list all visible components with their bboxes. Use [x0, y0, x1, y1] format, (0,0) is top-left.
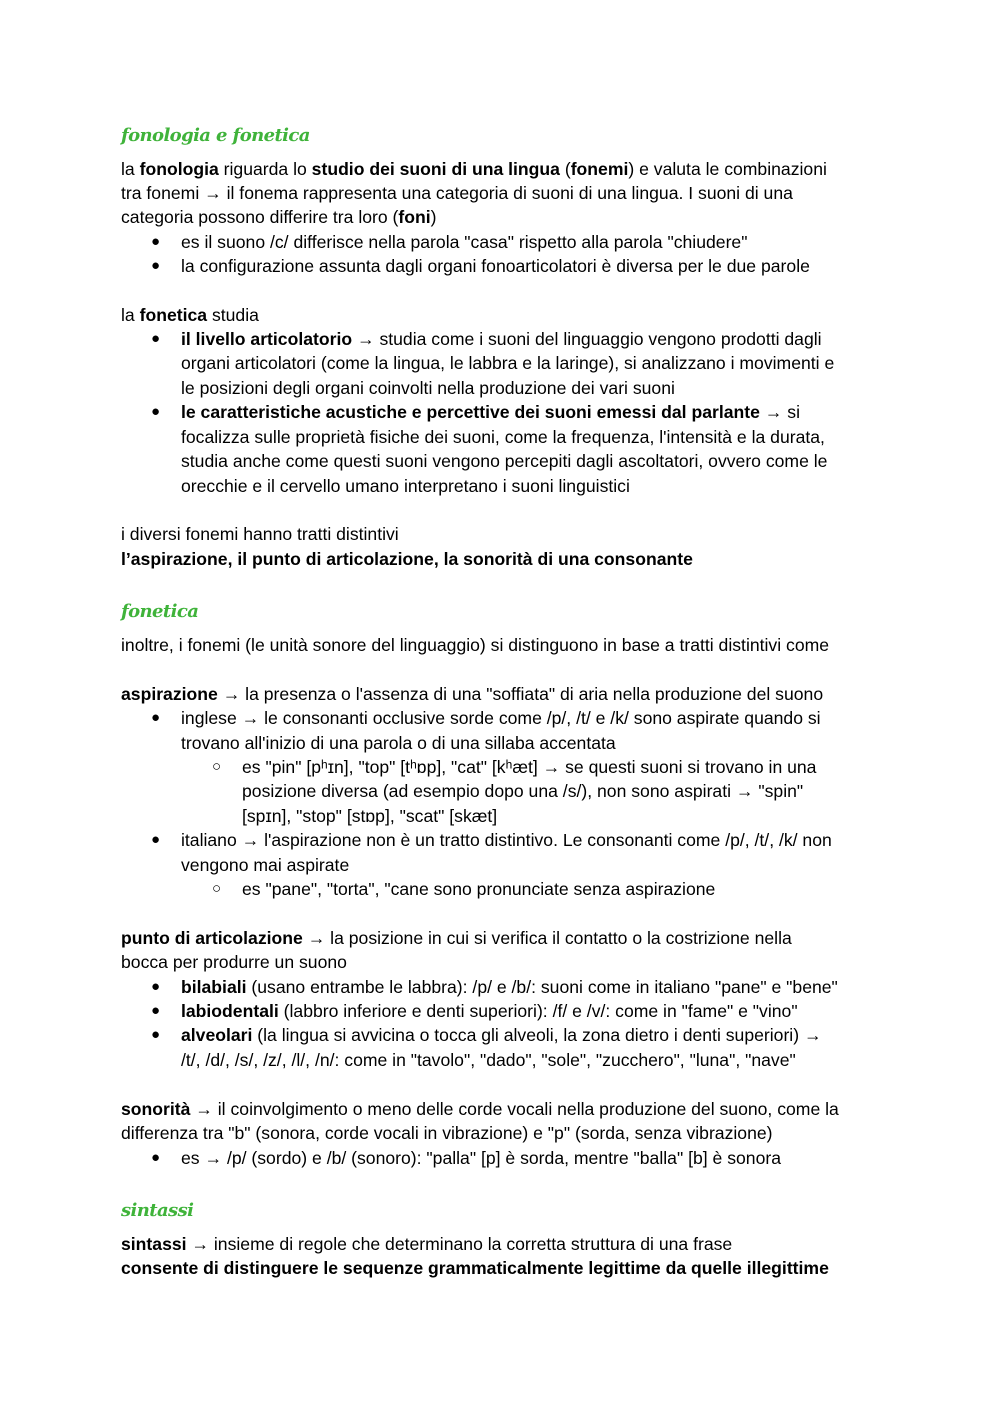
bullet-marker: ●	[151, 330, 161, 347]
heading-fonetica: fonetica	[121, 601, 199, 622]
bullet-marker: ●	[151, 709, 161, 726]
list-item: alveolari (la lingua si avvicina o tocca gli alveoli, la zona dietro i denti superiori) →	[181, 1025, 822, 1045]
list-item-continuation: organi articolatori (come la lingua, le labbra e la laringe), si analizzano i movimenti e	[181, 353, 835, 373]
paragraph-fonetica-intro: la fonetica studia	[121, 305, 259, 325]
paragraph-sonorita-line-2: differenza tra "b" (sonora, corde vocali in vibrazione) e "p" (sorda, senza vibrazione)	[121, 1123, 773, 1143]
paragraph-punto-di-articolazione: punto di articolazione → la posizione in cui si verifica il contatto o la costrizione nella	[121, 928, 792, 948]
paragraph-tratti: i diversi fonemi hanno tratti distintivi	[121, 524, 399, 544]
bullet-marker: ●	[151, 1002, 161, 1019]
list-item: inglese → le consonanti occlusive sorde come /p/, /t/ e /k/ sono aspirate quando si	[181, 708, 821, 728]
paragraph-tratti-bold: l’aspirazione, il punto di articolazione, la sonorità di una consonante	[121, 549, 693, 569]
list-item-continuation: /t/, /d/, /s/, /z/, /l/, /n/: come in "tavolo", "dado", "sole", "zucchero", "luna", "nave"	[181, 1050, 796, 1070]
list-item: es → /p/ (sordo) e /b/ (sonoro): "palla" [p] è sorda, mentre "balla" [b] è sonora	[181, 1148, 782, 1168]
list-item-continuation: orecchie e il cervello umano interpretano i suoni linguistici	[181, 476, 630, 496]
paragraph-sonorita: sonorità → il coinvolgimento o meno delle corde vocali nella produzione del suono, come la	[121, 1099, 839, 1119]
paragraph-sintassi: sintassi → insieme di regole che determinano la corretta struttura di una frase	[121, 1234, 733, 1254]
list-item: es il suono /c/ differisce nella parola "casa" rispetto alla parola "chiudere"	[181, 232, 748, 252]
list-item: bilabiali (usano entrambe le labbra): /p/ e /b/: suoni come in italiano "pane" e "bene"	[181, 977, 838, 997]
sub-list-item: es "pane", "torta", "cane sono pronunciate senza aspirazione	[242, 879, 716, 899]
bullet-marker: ●	[151, 257, 161, 274]
heading-fonologia-e-fonetica: fonologia e fonetica	[121, 125, 310, 146]
list-item-continuation: vengono mai aspirate	[181, 855, 350, 875]
list-item: il livello articolatorio → studia come i suoni del linguaggio vengono prodotti dagli	[181, 329, 822, 349]
sub-list-item-continuation: [spɪn], "stop" [stɒp], "scat" [skæt]	[242, 806, 498, 826]
sub-list-item-continuation: posizione diversa (ad esempio dopo una /s/), non sono aspirati → "spin"	[242, 781, 804, 801]
bullet-marker: ●	[151, 233, 161, 250]
paragraph-punto-line-2: bocca per produrre un suono	[121, 952, 347, 972]
paragraph-fonologia-line-2: tra fonemi → il fonema rappresenta una categoria di suoni di una lingua. I suoni di una	[121, 183, 793, 203]
sub-bullet-marker: ○	[212, 880, 222, 897]
paragraph-sintassi-bold: consente di distinguere le sequenze grammaticalmente legittime da quelle illegittime	[121, 1258, 829, 1278]
sub-bullet-marker: ○	[212, 758, 222, 775]
heading-sintassi: sintassi	[121, 1200, 194, 1221]
sub-list-item: es "pin" [pʰɪn], "top" [tʰɒp], "cat" [kʰæt] → se questi suoni si trovano in una	[242, 757, 817, 777]
list-item-continuation: studia anche come questi suoni vengono percepiti dagli ascoltatori, ovvero come le	[181, 451, 828, 471]
list-item: labiodentali (labbro inferiore e denti superiori): /f/ e /v/: come in "fame" e "vino"	[181, 1001, 798, 1021]
paragraph-fonologia-line-1: la fonologia riguarda lo studio dei suoni di una lingua (fonemi) e valuta le combinazioni	[121, 159, 827, 179]
list-item-continuation: focalizza sulle proprietà fisiche dei suoni, come la frequenza, l'intensità e la durata,	[181, 427, 825, 447]
paragraph-fonetica-intro-2: inoltre, i fonemi (le unità sonore del linguaggio) si distinguono in base a tratti distintivi come	[121, 635, 830, 655]
bullet-marker: ●	[151, 978, 161, 995]
list-item: la configurazione assunta dagli organi fonoarticolatori è diversa per le due parole	[181, 256, 810, 276]
bullet-marker: ●	[151, 831, 161, 848]
bullet-marker: ●	[151, 1149, 161, 1166]
list-item: le caratteristiche acustiche e percettive dei suoni emessi dal parlante → si	[181, 402, 800, 422]
bullet-marker: ●	[151, 403, 161, 420]
paragraph-aspirazione: aspirazione → la presenza o l'assenza di una "soffiata" di aria nella produzione del suono	[121, 684, 824, 704]
list-item-continuation: trovano all'inizio di una parola o di una sillaba accentata	[181, 733, 616, 753]
list-item: italiano → l'aspirazione non è un tratto distintivo. Le consonanti come /p/, /t/, /k/ non	[181, 830, 832, 850]
list-item-continuation: le posizioni degli organi coinvolti nella produzione dei vari suoni	[181, 378, 675, 398]
paragraph-fonologia-line-3: categoria possono differire tra loro (foni)	[121, 207, 437, 227]
bullet-marker: ●	[151, 1026, 161, 1043]
